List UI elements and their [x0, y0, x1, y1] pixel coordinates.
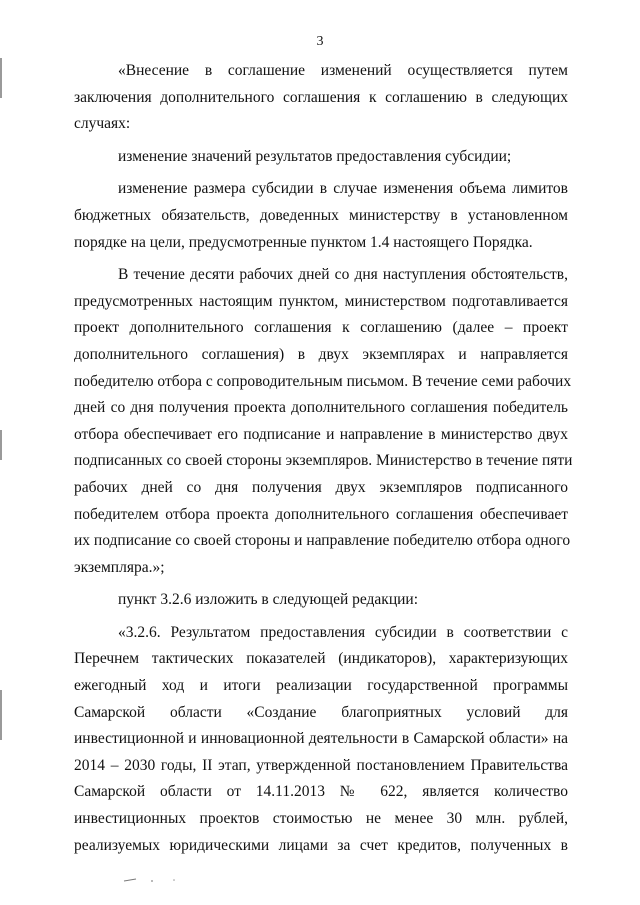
- text-line: изменение размера субсидии в случае изменения объема лимитов: [118, 180, 568, 198]
- text-line: инвестиционных проектов стоимостью не менее 30 млн. рублей,: [74, 810, 568, 828]
- text-line: дней со дня получения проекта дополнительного соглашения победитель: [74, 399, 568, 417]
- paragraph-change-results: [74, 144, 568, 171]
- text-line: дополнительного соглашения) в двух экземплярах и направляется: [74, 345, 568, 363]
- paragraph-item-3-2-6-instruction: [74, 587, 568, 614]
- paragraph-item-3-2-6-text: [74, 620, 568, 859]
- scan-edge-mark: [0, 58, 2, 98]
- text-line: подписанных со своей стороны экземпляров. Министерство в течение пяти: [74, 452, 573, 470]
- page-number: 3: [316, 34, 324, 49]
- text-line: экземпляра.»;: [74, 558, 165, 576]
- text-line: Самарской области «Создание благоприятных условий для: [74, 703, 568, 721]
- text-line: Перечнем тактических показателей (индикаторов), характеризующих: [74, 650, 568, 668]
- text-line: ежегодный ход и итоги реализации государственной программы: [74, 677, 568, 695]
- text-line: заключения дополнительного соглашения к соглашению в следующих: [74, 88, 568, 106]
- paragraph-change-subsidy-size: [74, 176, 568, 256]
- scan-edge-mark: [0, 430, 2, 460]
- text-line: победителю отбора с сопроводительным письмом. В течение семи рабочих: [74, 372, 572, 390]
- text-line: Самарской области от 14.11.2013 № 622, является количество: [74, 783, 568, 801]
- text-line: порядке на цели, предусмотренные пунктом 1.4 настоящего Порядка.: [74, 233, 533, 251]
- text-line: проект дополнительного соглашения к соглашению (далее – проект: [74, 319, 568, 337]
- text-line: «3.2.6. Результатом предоставления субсидии в соответствии с: [118, 623, 568, 641]
- text-line: пункт 3.2.6 изложить в следующей редакции:: [118, 591, 419, 609]
- text-line: В течение десяти рабочих дней со дня наступления обстоятельств,: [118, 266, 568, 284]
- text-line: победителем отбора проекта дополнительного соглашения обеспечивает: [74, 505, 568, 523]
- text-line: предусмотренных настоящим пунктом, министерством подготавливается: [74, 292, 568, 310]
- text-line: изменение значений результатов предоставления субсидии;: [118, 147, 512, 165]
- text-line: случаях:: [74, 115, 131, 133]
- text-line: бюджетных обязательств, доведенных министерству в установленном: [74, 206, 568, 224]
- text-line: «Внесение в соглашение изменений осуществляется путем: [118, 62, 568, 79]
- text-line: их подписание со своей стороны и направление победителю отбора одного: [74, 532, 571, 550]
- scan-edge-mark: [0, 690, 2, 740]
- document-body: [74, 58, 573, 859]
- text-line: 2014 – 2030 годы, II этап, утвержденной постановлением Правительства: [74, 756, 568, 774]
- text-line: рабочих дней со дня получения двух экземпляров подписанного: [74, 478, 568, 496]
- text-line: инвестиционной и инновационной деятельности в Самарской области» на: [74, 730, 568, 748]
- text-line: отбора обеспечивает его подписание и направление в министерство двух: [74, 425, 568, 443]
- scan-smudge-mark: [122, 876, 192, 884]
- paragraph-amendment-procedure: [74, 58, 568, 138]
- text-line: реализуемых юридическими лицами за счет кредитов, полученных в: [74, 836, 568, 854]
- paragraph-ten-working-days: [74, 262, 573, 581]
